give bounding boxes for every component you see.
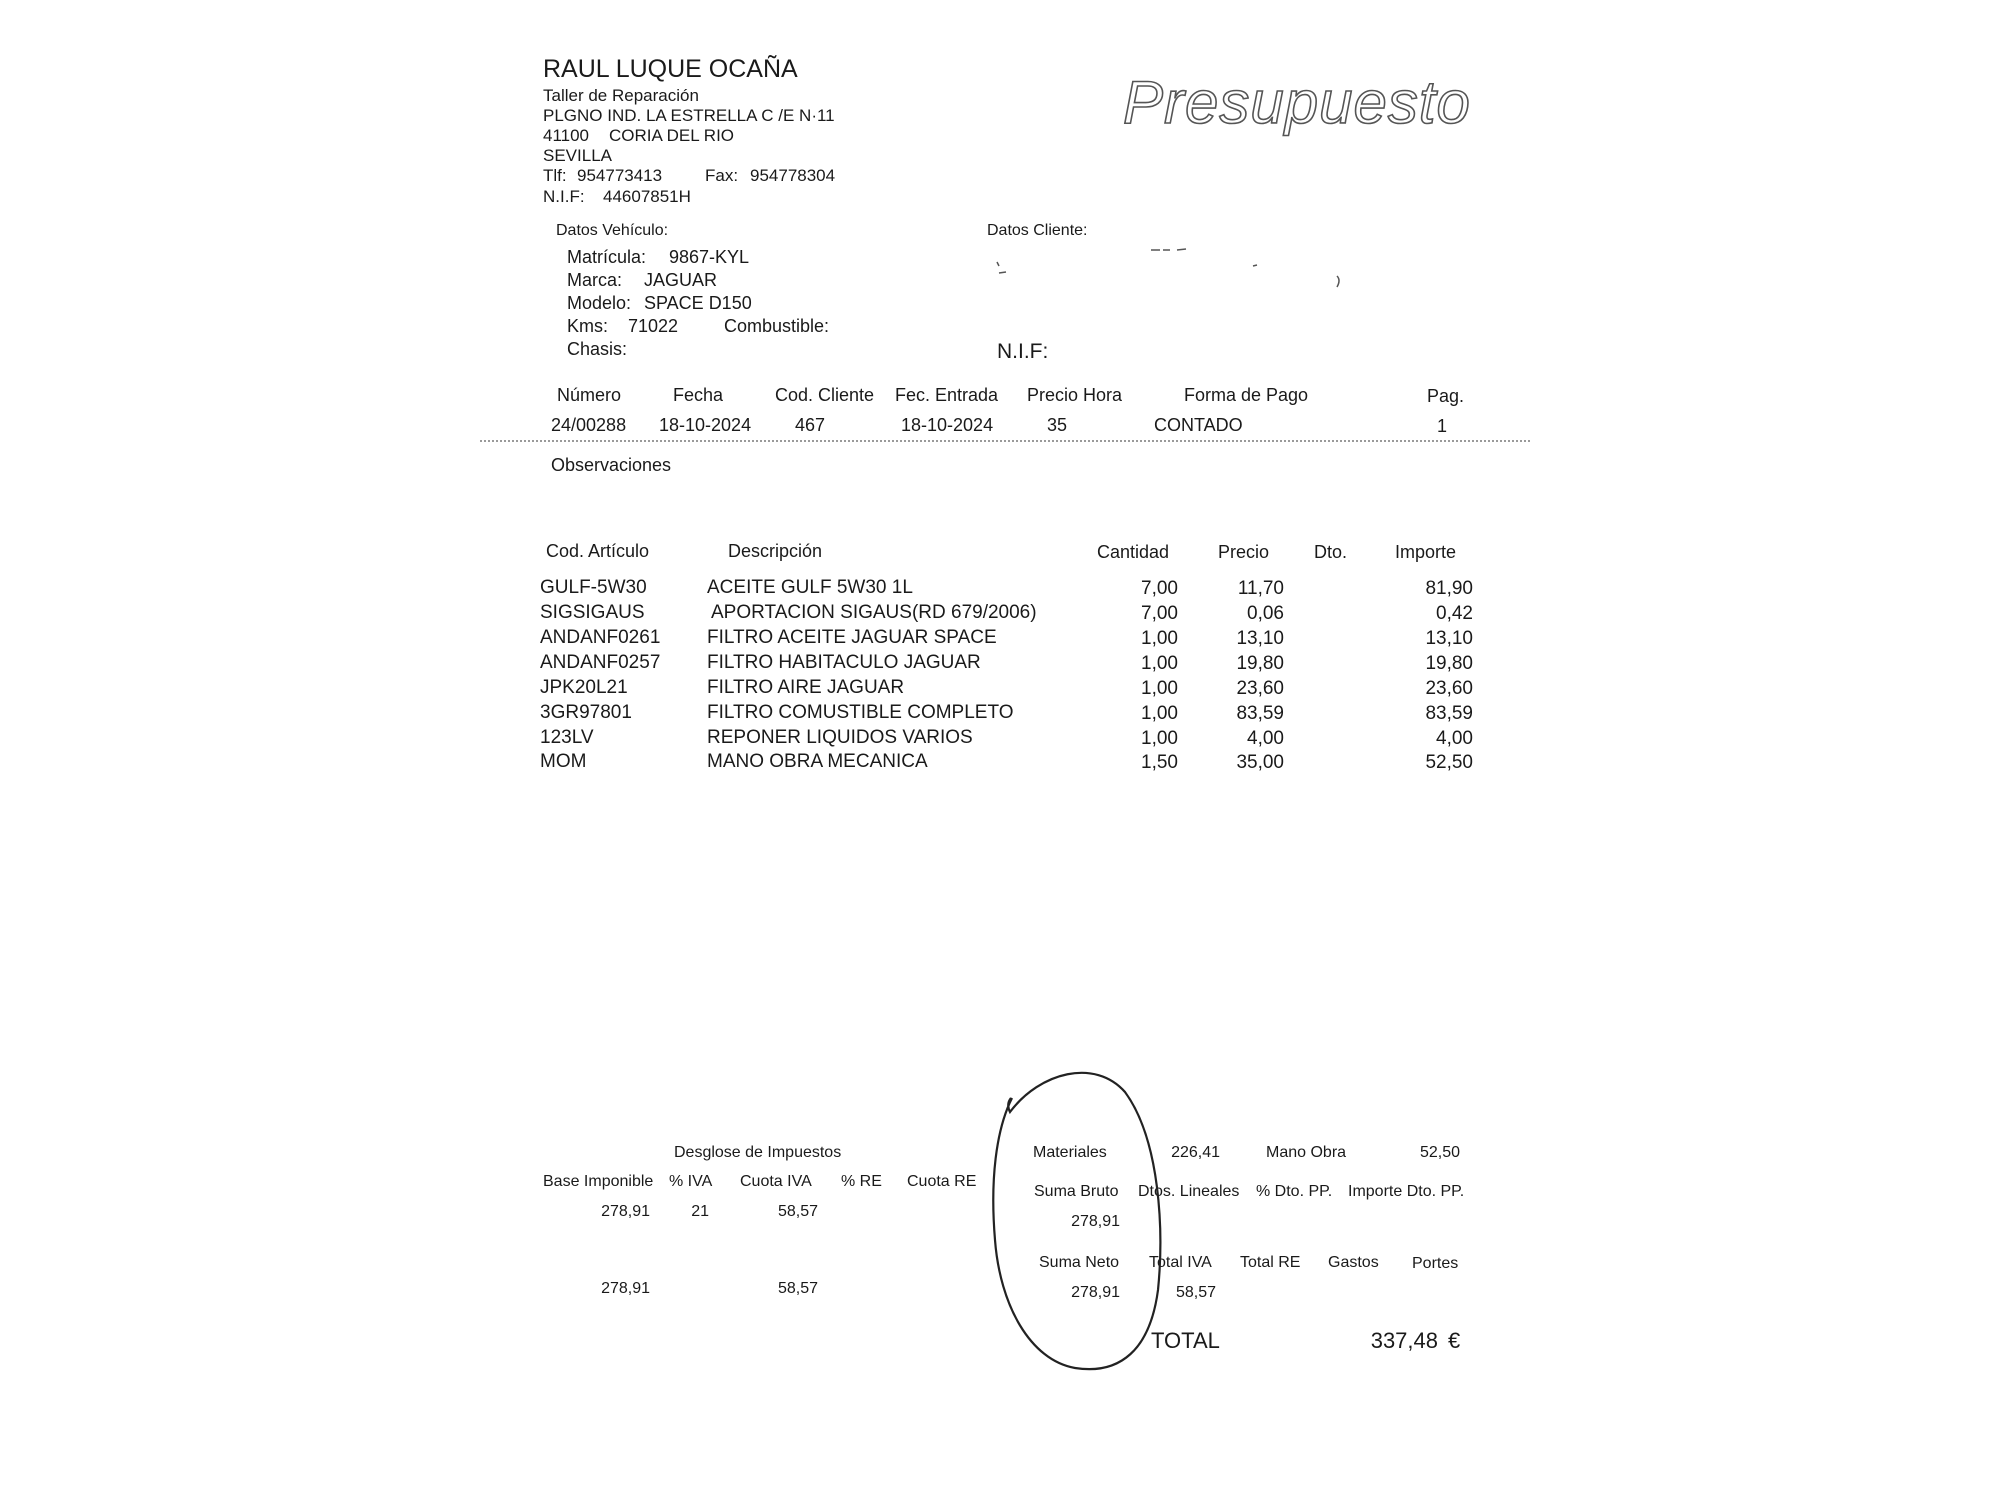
value-numero: 24/00288 — [551, 415, 627, 435]
company-province: SEVILLA — [543, 146, 612, 165]
total-iva-value: 58,57 — [1175, 1284, 1216, 1301]
item-quantity: 1,00 — [1141, 703, 1178, 724]
dto-pp-pct-label: % Dto. PP. — [1256, 1183, 1333, 1200]
mano-obra-label: Mano Obra — [1266, 1144, 1347, 1161]
vehicle-fuel-label: Combustible: — [724, 316, 830, 336]
item-quantity: 1,00 — [1141, 728, 1178, 749]
company-nif-label: N.I.F: — [543, 187, 585, 206]
col-label-cod-cliente: Cod. Cliente — [775, 385, 875, 405]
company-phone: 954773413 — [577, 166, 663, 185]
vehicle-model: SPACE D150 — [644, 293, 752, 313]
item-amount: 83,59 — [1425, 703, 1473, 724]
total-label: TOTAL — [1151, 1328, 1220, 1353]
total-iva-label: Total IVA — [1149, 1254, 1212, 1271]
item-price: 11,70 — [1237, 578, 1284, 599]
col-label-numero: Número — [557, 385, 622, 405]
mano-obra-value: 52,50 — [1419, 1144, 1460, 1161]
company-nif: 44607851H — [603, 187, 691, 206]
items-header-discount: Dto. — [1314, 542, 1348, 562]
item-code: ANDANF0257 — [540, 652, 661, 673]
item-price: 0,06 — [1247, 603, 1284, 624]
item-amount: 0,42 — [1436, 603, 1473, 624]
item-code: MOM — [540, 751, 587, 772]
gastos-label: Gastos — [1328, 1254, 1379, 1271]
portes-label: Portes — [1412, 1255, 1459, 1272]
item-amount: 19,80 — [1425, 653, 1473, 674]
vehicle-brand-label: Marca: — [567, 270, 623, 290]
taxes-cuota-iva-label: Cuota IVA — [740, 1173, 812, 1190]
value-forma-pago: CONTADO — [1154, 415, 1243, 435]
item-description: FILTRO AIRE JAGUAR — [707, 677, 905, 698]
item-description: REPONER LIQUIDOS VARIOS — [707, 727, 973, 748]
item-code: 123LV — [540, 727, 594, 748]
value-cod-cliente: 467 — [795, 415, 826, 435]
item-description: APORTACION SIGAUS(RD 679/2006) — [711, 602, 1037, 623]
item-code: GULF-5W30 — [540, 577, 647, 598]
item-description: ACEITE GULF 5W30 1L — [707, 577, 913, 598]
value-pag: 1 — [1437, 416, 1448, 436]
item-price: 13,10 — [1236, 628, 1284, 649]
col-label-forma-pago: Forma de Pago — [1184, 385, 1309, 405]
vehicle-plate: 9867-KYL — [669, 247, 750, 267]
item-quantity: 1,00 — [1141, 653, 1178, 674]
importe-dto-pp-label: Importe Dto. PP. — [1348, 1183, 1465, 1200]
taxes-row-iva-pct: 21 — [691, 1203, 709, 1220]
vehicle-brand: JAGUAR — [644, 270, 718, 290]
item-price: 4,00 — [1247, 728, 1284, 749]
taxes-row-base: 278,91 — [601, 1203, 650, 1220]
dotted-separator — [480, 440, 1530, 442]
company-name: RAUL LUQUE OCAÑA — [543, 55, 798, 83]
item-price: 19,80 — [1236, 653, 1284, 674]
total-value: 337,48 — [1370, 1328, 1438, 1353]
vehicle-plate-label: Matrícula: — [567, 247, 647, 267]
suma-bruto-value: 278,91 — [1071, 1213, 1120, 1230]
materiales-value: 226,41 — [1171, 1144, 1220, 1161]
taxes-cuota-re-label: Cuota RE — [907, 1173, 977, 1190]
item-description: FILTRO HABITACULO JAGUAR — [707, 652, 981, 673]
col-label-pag: Pag. — [1427, 386, 1465, 406]
items-header-quantity: Cantidad — [1097, 542, 1170, 562]
suma-bruto-label: Suma Bruto — [1034, 1183, 1119, 1200]
dtos-lineales-label: Dtos. Lineales — [1138, 1183, 1240, 1200]
item-code: JPK20L21 — [540, 677, 628, 698]
item-description: FILTRO COMUSTIBLE COMPLETO — [707, 702, 1014, 723]
item-quantity: 1,50 — [1141, 752, 1178, 773]
vehicle-kms: 71022 — [628, 316, 679, 336]
item-amount: 4,00 — [1436, 728, 1473, 749]
client-heading: Datos Cliente: — [987, 222, 1088, 239]
document-title: Presupuesto — [1123, 69, 1471, 136]
vehicle-heading: Datos Vehículo: — [556, 222, 669, 239]
total-re-label: Total RE — [1240, 1254, 1301, 1271]
company-postal-code: 41100 — [543, 126, 590, 145]
client-nif-label: N.I.F: — [997, 340, 1049, 363]
observaciones-label: Observaciones — [551, 455, 672, 475]
company-fax: 954778304 — [750, 166, 836, 185]
item-description: FILTRO ACEITE JAGUAR SPACE — [707, 627, 997, 648]
item-code: SIGSIGAUS — [540, 602, 645, 623]
company-phone-label: Tlf: — [543, 166, 567, 185]
col-label-fecha: Fecha — [673, 385, 724, 405]
item-quantity: 7,00 — [1141, 578, 1178, 599]
item-code: 3GR97801 — [540, 702, 632, 723]
col-label-precio-hora: Precio Hora — [1027, 385, 1123, 405]
taxes-total-base: 278,91 — [601, 1280, 650, 1297]
company-city: CORIA DEL RIO — [609, 126, 735, 145]
vehicle-chassis-label: Chasis: — [567, 339, 628, 359]
value-precio-hora: 35 — [1047, 415, 1068, 435]
value-fec-entrada: 18-10-2024 — [901, 415, 994, 435]
value-fecha: 18-10-2024 — [659, 415, 752, 435]
taxes-iva-pct-label: % IVA — [669, 1173, 713, 1190]
item-quantity: 1,00 — [1141, 628, 1178, 649]
items-header-amount: Importe — [1395, 542, 1457, 562]
item-amount: 13,10 — [1425, 628, 1473, 649]
items-header-price: Precio — [1218, 542, 1270, 562]
item-amount: 81,90 — [1425, 578, 1473, 599]
item-code: ANDANF0261 — [540, 627, 661, 648]
taxes-row-cuota-iva: 58,57 — [777, 1203, 818, 1220]
suma-neto-label: Suma Neto — [1039, 1254, 1120, 1271]
item-price: 35,00 — [1236, 752, 1284, 773]
suma-neto-value: 278,91 — [1071, 1284, 1120, 1301]
materiales-label: Materiales — [1033, 1144, 1107, 1161]
company-fax-label: Fax: — [705, 166, 739, 185]
vehicle-kms-label: Kms: — [567, 316, 609, 336]
item-amount: 52,50 — [1425, 752, 1473, 773]
company-activity: Taller de Reparación — [543, 86, 699, 105]
items-header-description: Descripción — [728, 541, 823, 561]
vehicle-model-label: Modelo: — [567, 293, 632, 313]
company-address: PLGNO IND. LA ESTRELLA C /E N·11 — [543, 106, 835, 125]
item-quantity: 1,00 — [1141, 678, 1178, 699]
taxes-base-label: Base Imponible — [543, 1173, 654, 1190]
item-price: 83,59 — [1236, 703, 1284, 724]
items-header-code: Cod. Artículo — [546, 541, 650, 561]
taxes-re-pct-label: % RE — [841, 1173, 882, 1190]
item-price: 23,60 — [1236, 678, 1284, 699]
item-description: MANO OBRA MECANICA — [707, 751, 928, 772]
item-amount: 23,60 — [1425, 678, 1473, 699]
taxes-total-cuota-iva: 58,57 — [777, 1280, 818, 1297]
item-quantity: 7,00 — [1141, 603, 1178, 624]
col-label-fec-entrada: Fec. Entrada — [895, 385, 999, 405]
taxes-heading: Desglose de Impuestos — [674, 1144, 842, 1161]
currency-symbol: € — [1448, 1328, 1461, 1353]
